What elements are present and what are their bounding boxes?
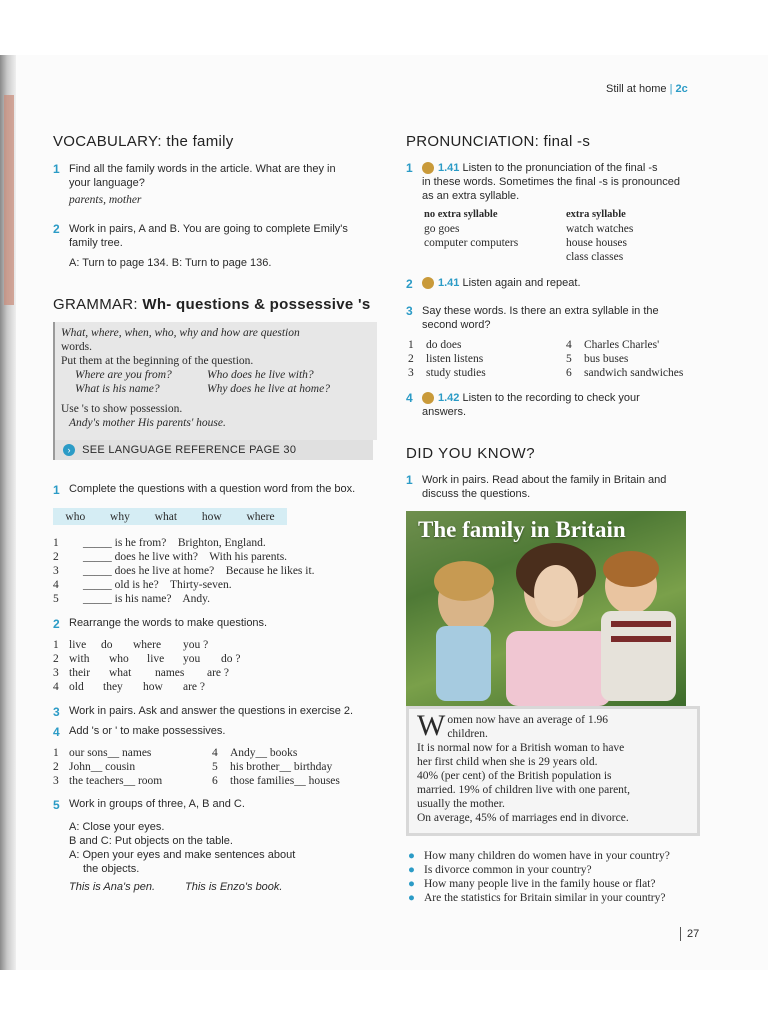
grammar-exercise-5: 5 Work in groups of three, A, B and C. bbox=[53, 798, 245, 812]
running-header: Still at home | 2c bbox=[606, 83, 688, 95]
rearrange-list bbox=[53, 638, 240, 694]
list-item: ● How many people live in the family house or flat? bbox=[408, 878, 656, 890]
header-section: 2c bbox=[675, 83, 688, 95]
list-item: 3 their what names are ? bbox=[53, 667, 230, 679]
vocab-exercise-1: 1 Find all the family words in the article. What are they in your language? parents, mother bbox=[53, 162, 336, 206]
header-text: Still at home bbox=[606, 83, 667, 95]
no-extra-syllable-column: no extra syllable go goes computer computers bbox=[424, 209, 519, 249]
list-item: 2 _____ does he live with? With his parents. bbox=[53, 551, 288, 563]
pron-exercise-3: 3 Say these words. Is there an extra syllable in the second word? bbox=[406, 304, 659, 331]
audio-icon[interactable] bbox=[422, 277, 434, 289]
word: how bbox=[201, 510, 222, 523]
photo-title: The family in Britain bbox=[418, 517, 626, 542]
list-item: 5 _____ is his name? Andy. bbox=[53, 593, 211, 605]
list-item: 4 Charles Charles' bbox=[566, 339, 660, 351]
word: what bbox=[154, 510, 178, 523]
list-item: 2 with who live you do ? bbox=[53, 653, 241, 665]
group-instructions: A: Close your eyes. B and C: Put objects on the table. A: Open your eyes and make sentences about the objects. This is Ana's pen. This is Enzo's book. bbox=[69, 821, 296, 893]
grammar-exercise-4: 4 Add 's or ' to make possessives. bbox=[53, 725, 226, 739]
extra-syllable-column: extra syllable watch watches house houses class classes bbox=[566, 209, 634, 263]
see-reference-link[interactable]: › SEE LANGUAGE REFERENCE PAGE 30 bbox=[53, 440, 373, 460]
word-box bbox=[53, 508, 287, 525]
list-item: 3 the teachers__ room bbox=[53, 775, 163, 787]
binding-edge-color bbox=[4, 95, 14, 305]
list-item: 6 those families__ houses bbox=[212, 775, 340, 787]
did-you-know-title: DID YOU KNOW? bbox=[406, 445, 536, 462]
list-item: 1 live do where you ? bbox=[53, 639, 209, 651]
pron-exercise-4: 4 1.42 Listen to the recording to check your answers. bbox=[406, 391, 640, 418]
word: who bbox=[65, 510, 86, 523]
pron-exercise-1: 1 1.41 Listen to the pronunciation of the final -s in these words. Sometimes the final -s is pronounced as an extra syllable. bbox=[406, 161, 681, 202]
grammar-exercise-1: 1 Complete the questions with a question word from the box. bbox=[53, 483, 356, 497]
list-item: 2 John__ cousin bbox=[53, 761, 136, 773]
list-item: 6 sandwich sandwiches bbox=[566, 367, 684, 379]
grammar-box: What, where, when, who, why and how are question words. Put them at the beginning of the question. Where are you from? Who does he live with? What is his name? Why does he live at home? Use 's to show possession. Andy's mother His parents' house. bbox=[53, 322, 377, 440]
grammar-exercise-2: 2 Rearrange the words to make questions. bbox=[53, 617, 268, 631]
pronunciation-title: PRONUNCIATION: final -s bbox=[406, 133, 591, 150]
grammar-title: GRAMMAR: Wh- questions & possessive 's bbox=[53, 296, 371, 313]
vocabulary-title: VOCABULARY: the family bbox=[53, 133, 234, 150]
list-item: 3 study studies bbox=[408, 367, 486, 379]
word: why bbox=[110, 510, 130, 523]
list-item: ● Are the statistics for Britain similar in your country? bbox=[408, 892, 666, 904]
statistics-box: W omen now have an average of 1.96 children. It is normal now for a British woman to have her first child when she is 29 years old. 40% (per cent) of the British population is married. 19% of children live with one parent, usually the mother. On average, 45% of marriages end in divorce. bbox=[406, 706, 700, 836]
arrow-icon: › bbox=[63, 444, 75, 456]
list-item: 1 do does bbox=[408, 339, 462, 351]
list-item: 5 bus buses bbox=[566, 353, 629, 365]
textbook-page bbox=[16, 55, 768, 970]
list-item: 4 old they how are ? bbox=[53, 681, 206, 693]
say-words-left bbox=[408, 338, 558, 380]
dyk-exercise-1: 1 Work in pairs. Read about the family in Britain and discuss the questions. bbox=[406, 473, 667, 500]
pron-exercise-2: 2 1.41 Listen again and repeat. bbox=[406, 277, 581, 291]
possessives-right bbox=[212, 746, 382, 788]
list-item: 1 _____ is he from? Brighton, England. bbox=[53, 537, 266, 549]
question-list bbox=[53, 536, 373, 606]
family-photo bbox=[406, 511, 686, 706]
list-item: 1 our sons__ names bbox=[53, 747, 152, 759]
possessives-left bbox=[53, 746, 203, 788]
say-words-right bbox=[566, 338, 736, 380]
vocab-exercise-2: 2 Work in pairs, A and B. You are going to complete Emily's family tree. A: Turn to page 134. B: Turn to page 136. bbox=[53, 222, 348, 269]
page-number: 27 bbox=[680, 927, 699, 941]
grammar-exercise-3: 3 Work in pairs. Ask and answer the questions in exercise 2. bbox=[53, 705, 354, 719]
list-item: 2 listen listens bbox=[408, 353, 484, 365]
list-item: 3 _____ does he live at home? Because he likes it. bbox=[53, 565, 315, 577]
list-item: 5 his brother__ birthday bbox=[212, 761, 333, 773]
list-item: ● How many children do women have in your country? bbox=[408, 850, 670, 862]
audio-icon[interactable] bbox=[422, 392, 434, 404]
audio-icon[interactable] bbox=[422, 162, 434, 174]
list-item: ● Is divorce common in your country? bbox=[408, 864, 592, 876]
drop-cap: W bbox=[417, 709, 446, 742]
word: where bbox=[246, 510, 275, 523]
list-item: 4 _____ old is he? Thirty-seven. bbox=[53, 579, 232, 591]
discussion-questions bbox=[408, 849, 748, 905]
list-item: 4 Andy__ books bbox=[212, 747, 298, 759]
